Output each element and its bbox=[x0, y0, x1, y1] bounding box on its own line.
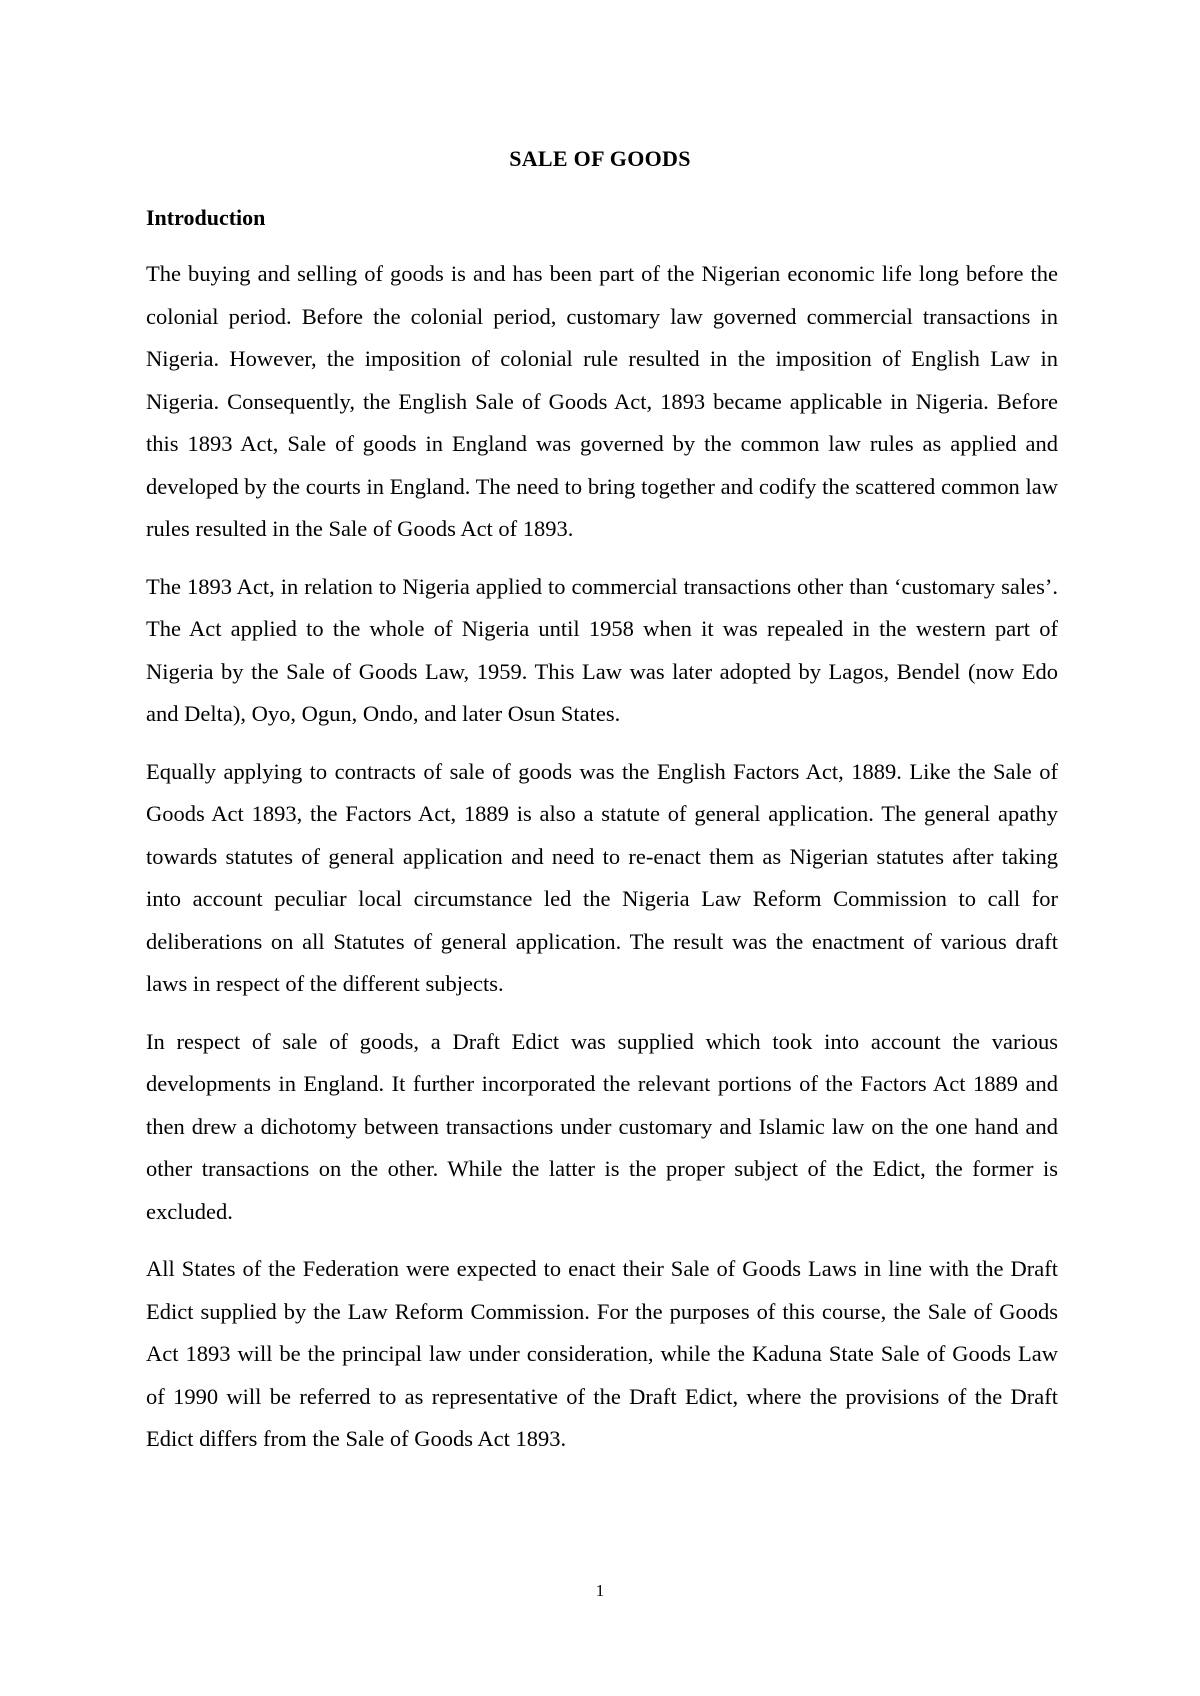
paragraph: All States of the Federation were expected to enact their Sale of Goods Laws in line with the Draft Edict supplied by the Law Reform Commission. For the purposes of this course, the Sale of Goods Act 1893 will be the principal law under consideration, while the Kaduna State Sale of Goods Law of 1990 will be referred to as representative of the Draft Edict, where the provisions of the Draft Edict differs from the Sale of Goods Act 1893. bbox=[146, 1256, 1058, 1451]
paragraph: The buying and selling of goods is and has been part of the Nigerian economic life long before the colonial period. Before the colonial period, customary law governed commercial transactions in Nigeria. However, the imposition of colonial rule resulted in the imposition of English Law in Nigeria. Consequently, the English Sale of Goods Act, 1893 became applicable in Nigeria. Before this 1893 Act, Sale of goods in England was governed by the common law rules as applied and developed by the courts in England. The need to bring together and codify the scattered common law rules resulted in the Sale of Goods Act of 1893. bbox=[146, 261, 1058, 541]
page-number: 1 bbox=[595, 1581, 605, 1600]
paragraph: In respect of sale of goods, a Draft Edict was supplied which took into account the various developments in England. It further incorporated the relevant portions of the Factors Act 1889 and then drew a dichotomy between transactions under customary and Islamic law on the one hand and other transactions on the other. While the latter is the proper subject of the Edict, the former is excluded. bbox=[146, 1028, 1058, 1224]
section-heading: Introduction bbox=[146, 205, 266, 230]
paragraph: The 1893 Act, in relation to Nigeria applied to commercial transactions other than ‘customary sales’. The Act applied to the whole of Nigeria until 1958 when it was repealed in the western part of Nigeria by the Sale of Goods Law, 1959. This Law was later adopted by Lagos, Bendel (now Edo and Delta), Oyo, Ogun, Ondo, and later Osun States. bbox=[146, 573, 1058, 726]
paragraph: Equally applying to contracts of sale of goods was the English Factors Act, 1889. Like the Sale of Goods Act 1893, the Factors Act, 1889 is also a statute of general application. The general apathy towards statutes of general application and need to re-enact them as Nigerian statutes after taking into account peculiar local circumstance led the Nigeria Law Reform Commission to call for deliberations on all Statutes of general application. The result was the enactment of various draft laws in respect of the different subjects. bbox=[146, 758, 1058, 996]
body-text bbox=[146, 253, 1058, 1476]
document-title: SALE OF GOODS bbox=[509, 146, 691, 171]
